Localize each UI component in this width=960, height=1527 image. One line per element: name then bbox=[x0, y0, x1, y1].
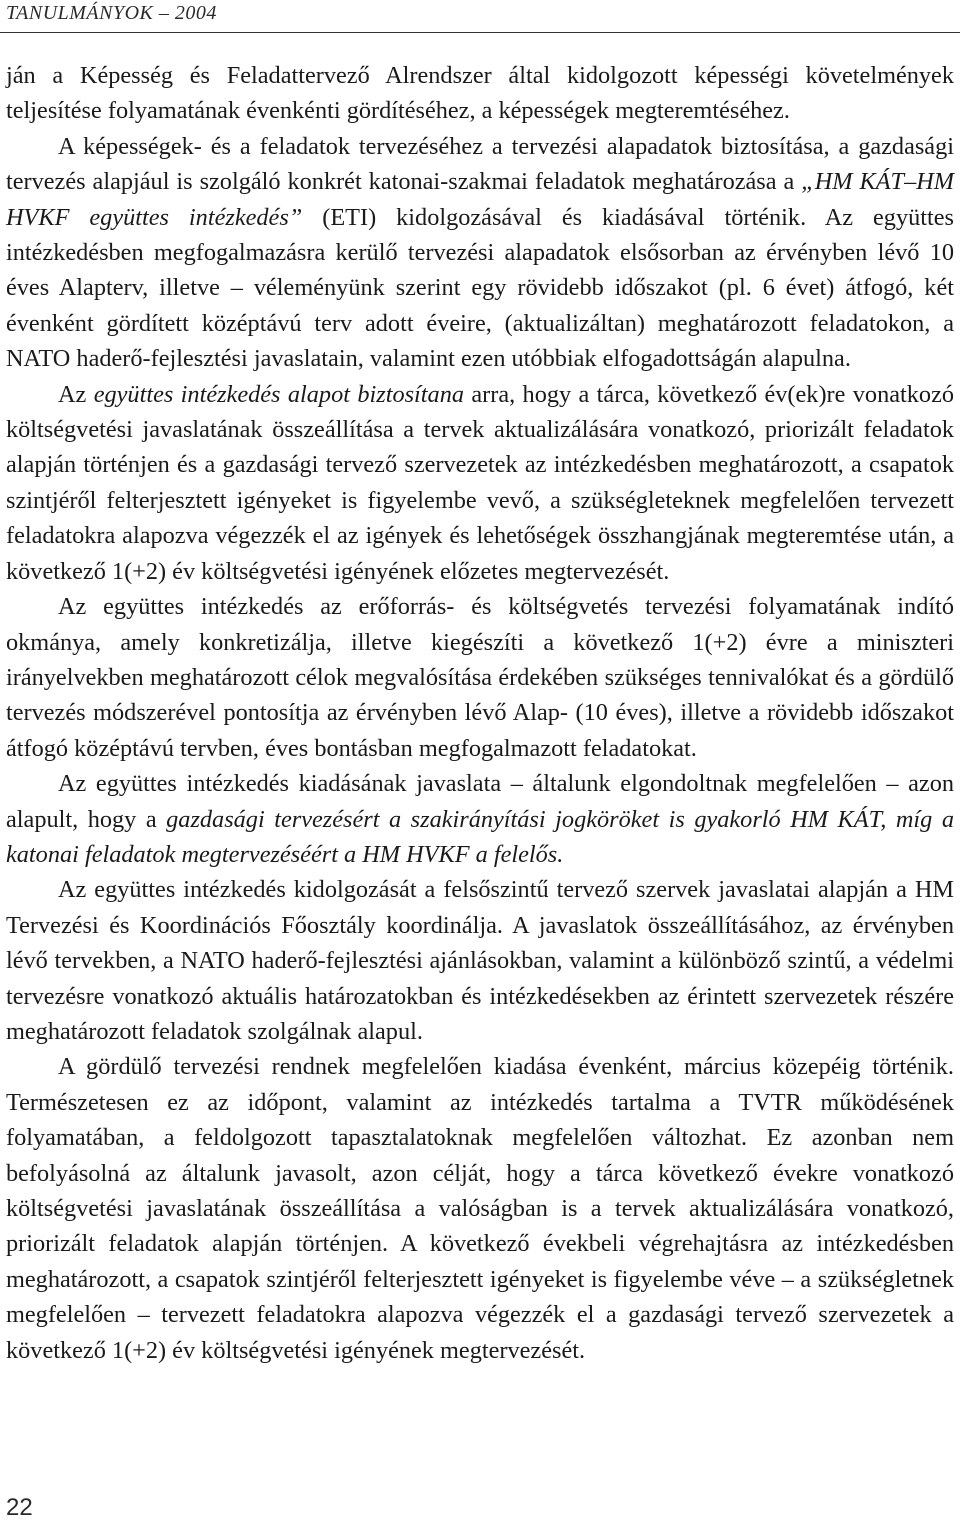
text-segment: Az együttes intézkedés kiadásának javaslata – általunk elgondoltnak megfelelően – azon alapult, hogy a bbox=[6, 770, 954, 833]
italic-text-segment: „HM KÁT–HM HVKF együttes intézkedés” bbox=[6, 168, 955, 231]
text-segment: Az bbox=[58, 380, 94, 408]
body-paragraph bbox=[6, 129, 954, 377]
body-paragraph bbox=[6, 1049, 954, 1368]
italic-text-segment: gazdasági tervezésért a szakirányítási jogköröket is gyakorló HM KÁT, míg a katonai feladatok megtervezéséért a HM HVKF a felelős. bbox=[6, 805, 954, 868]
body-paragraph bbox=[6, 377, 954, 589]
text-segment: (ETI) kidolgozásával és kiadásával történik. Az együttes intézkedésben megfogalmazásra kerülő tervezési alapadatok elsősorban az érvényben lévő 10 éves Alapterv, illetve – véleményünk szerint egy rövidebb időszakot (pl. 6 évet) átfogó, két évenként gördített középtávú terv adott éveire, (aktualizáltan) meghatározott feladatokon, a NATO haderő-fejlesztési javaslatain, valamint ezen utóbbiak elfogadottságán alapulna. bbox=[6, 203, 954, 373]
text-segment: ján a Képesség és Feladattervező Alrendszer által kidolgozott képességi követelmények teljesítése folyamatának évenkénti gördítéséhez, a képességek megteremtéséhez. bbox=[6, 62, 954, 125]
body-paragraph bbox=[6, 872, 954, 1049]
text-segment: A képességek- és a feladatok tervezéséhez a tervezési alapadatok biztosítása, a gazdasági tervezés alapjául is szolgáló konkrét katonai-szakmai feladatok meghatározása a bbox=[6, 132, 954, 196]
italic-text-segment: együttes intézkedés alapot biztosítana bbox=[93, 380, 464, 408]
header-rule bbox=[0, 32, 960, 33]
running-head: TANULMÁNYOK – 2004 bbox=[6, 2, 217, 24]
text-segment: arra, hogy a tárca, következő év(ek)re vonatkozó költségvetési javaslatának összeállítása a tervek aktualizálására vonatkozó, priorizált feladatok alapján történjen és a gazdasági tervező szervezetek az intézkedésben meghatározott, a csapatok szintjéről felterjesztett igényeket is figyelembe vevő, a szükségleteknek megfelelően tervezett feladatokra alapozva végezzék el az igények és lehetőségek összhangjának megteremtése után, a következő 1(+2) év költségvetési igényének előzetes megtervezését. bbox=[6, 380, 954, 585]
body-paragraph bbox=[6, 589, 954, 766]
body-paragraph bbox=[6, 58, 954, 129]
page-number: 22 bbox=[6, 1494, 33, 1521]
body-paragraph bbox=[6, 766, 954, 872]
text-segment: Az együttes intézkedés az erőforrás- és költségvetés tervezési folyamatának indító okmánya, amely konkretizálja, illetve kiegészíti a következő 1(+2) évre a miniszteri irányelvekben meghatározott célok megvalósítása érdekében szükséges tennivalókat és a gördülő tervezés módszerével pontosítja az érvényben lévő Alap- (10 éves), illetve a rövidebb időszakot átfogó középtávú tervben, éves bontásban megfogalmazott feladatokat. bbox=[6, 593, 954, 762]
text-segment: A gördülő tervezési rendnek megfelelően kiadása évenként, március közepéig történik. Természetesen ez az időpont, valamint az intézkedés tartalma a TVTR működésének folyamatában, a feldolgozott tapasztalatoknak megfelelően változhat. Ez azonban nem befolyásolná az általunk javasolt, azon célját, hogy a tárca következő évekre vonatkozó költségvetési javaslatának összeállítása a valóságban is a tervek aktualizálására vonatkozó, priorizált feladatok alapján történjen. A következő évekbeli végrehajtásra az intézkedésben meghatározott, a csapatok szintjéről felterjesztett igényeket is figyelembe véve – a szükségletnek megfelelően – tervezett feladatokra alapozva végezzék el a gazdasági tervező szervezetek a következő 1(+2) év költségvetési igényének megtervezését. bbox=[6, 1053, 954, 1364]
article-body bbox=[6, 58, 954, 1368]
text-segment: Az együttes intézkedés kidolgozását a felsőszintű tervező szervek javaslatai alapján a HM Tervezési és Koordinációs Főosztály koordinálja. A javaslatok összeállításához, az érvényben lévő tervekben, a NATO haderő-fejlesztési ajánlásokban, valamint a különböző szintű, a védelmi tervezésre vonatkozó aktuális határozatokban és intézkedésekben az érintett szervezetek részére meghatározott feladatok szolgálnak alapul. bbox=[6, 876, 954, 1045]
